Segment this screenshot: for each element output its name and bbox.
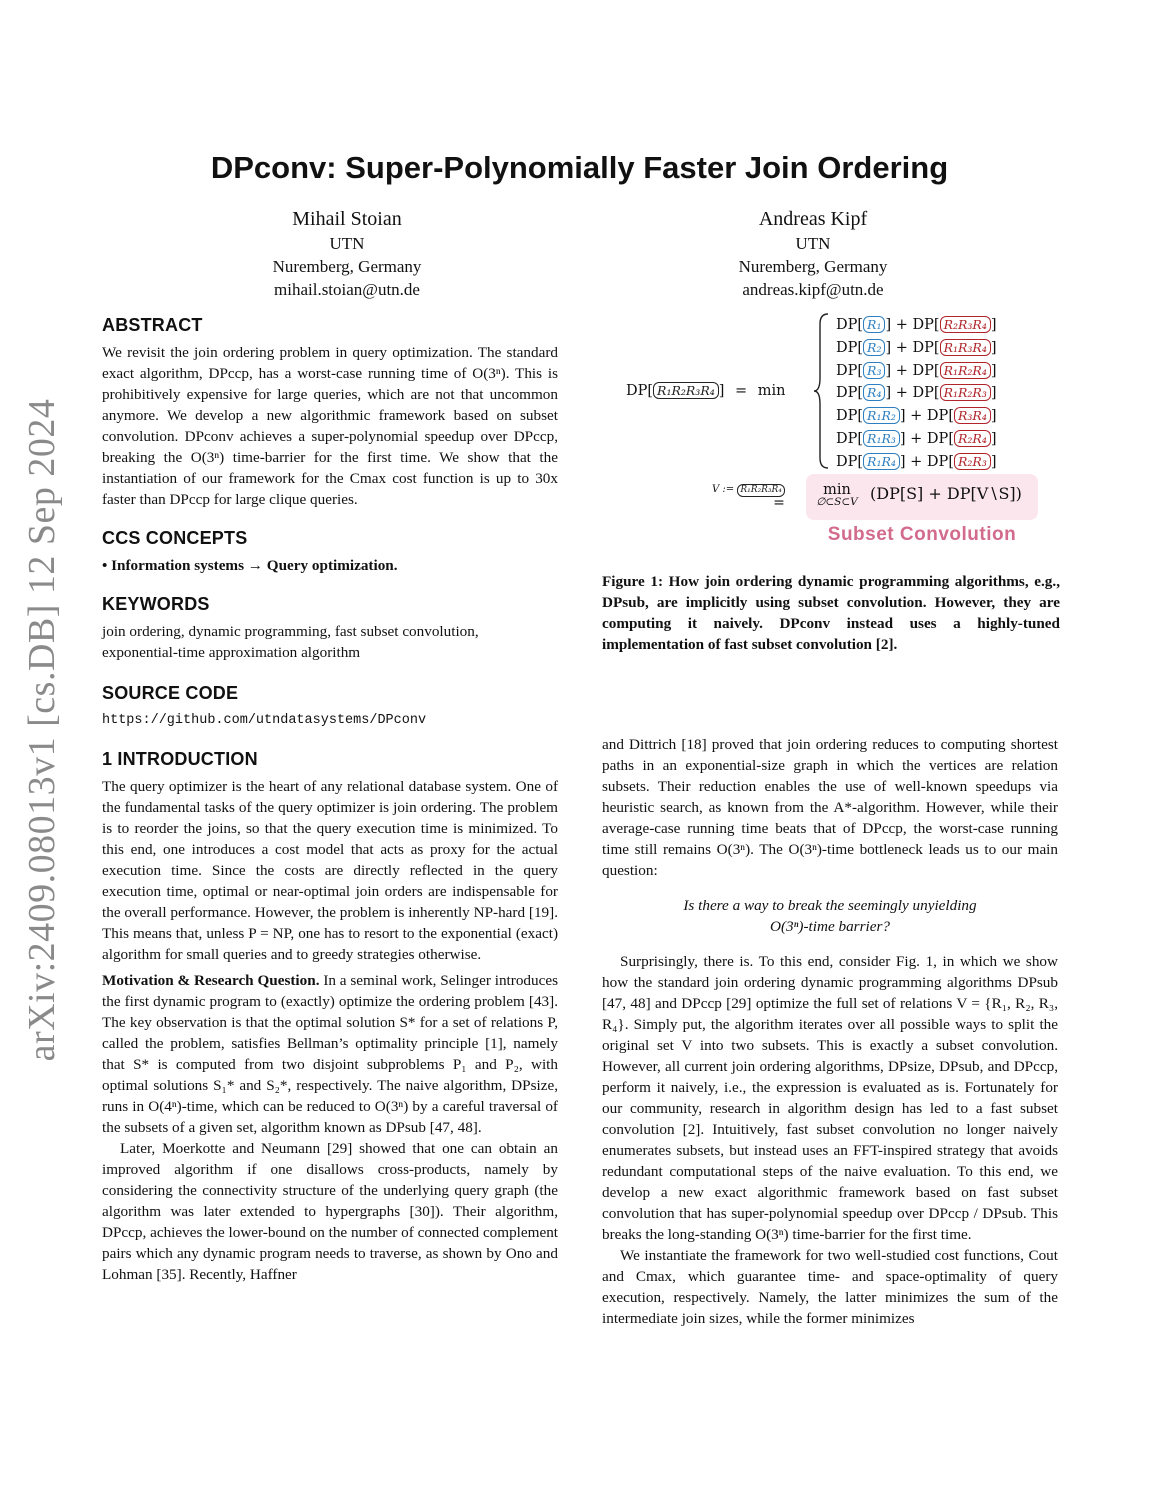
right-subset-box: R₁R₂R₄ [940, 362, 991, 379]
conv-min-subscript: ∅⊂S⊂V [816, 496, 858, 508]
author-name: Mihail Stoian [292, 208, 402, 230]
v-equals: = [773, 495, 785, 511]
author-affiliation: UTN [795, 234, 831, 253]
left-subset-box: R₁R₃ [863, 430, 900, 447]
left-subset-box: R₃ [863, 362, 885, 379]
author-location: Nuremberg, Germany [272, 257, 422, 276]
motivation-runin: Motivation & Research Question. [102, 972, 320, 989]
author-block-2 [663, 206, 963, 301]
research-question [602, 895, 1058, 937]
figure-lhs: DP[ R₁R₂R₃R₄ ] = min [626, 383, 786, 399]
arxiv-sidebar [12, 395, 72, 1065]
intro-paragraph-framework: We instantiate the framework for two well-studied cost functions, Cout and Cmax, which guarantee time- and space-optimality of query execution, respectively. Namely, the latter minimizes the sum of the intermediate join sizes, while the former minimizes [602, 1247, 1058, 1327]
paper-title: DPconv: Super-Polynomially Faster Join Ordering [210, 150, 949, 185]
ccs-heading: CCS CONCEPTS [102, 528, 248, 548]
right-subset-box: R₁R₂R₃ [940, 384, 991, 401]
ccs-text: • Information systems → Query optimization. [102, 557, 398, 574]
right-column [602, 734, 1058, 881]
intro-paragraph-continued: and Dittrich [18] proved that join ordering reduces to computing shortest paths in an exponential-size graph in which the vertices are relation subsets. Their reduction enables the use of well-known speedups via heuristic search, as known from the A*-algorithm. However, while their average-case running time beats that of DPccp, the worst-case running time still remains O(3ⁿ). The O(3ⁿ)-time bottleneck leads us to our main question: [602, 736, 1058, 879]
split-row: DP[ R₃ ] + DP[ R₁R₂R₄ ] [836, 362, 997, 379]
left-subset-box: R₂ [863, 339, 885, 356]
question-line-1: Is there a way to break the seemingly unyielding [683, 897, 977, 914]
left-column [102, 315, 558, 1285]
author-block-1 [197, 206, 497, 301]
intro-paragraph-answer: Surprisingly, there is. To this end, consider Fig. 1, in which we show how the standard join ordering dynamic programming algorithms DPsub [47, 48] and DPccp [29] optimize the full set of relations V = {R₁, R₂, R₃, R₄}. Simply put, the algorithm iterates over all possible ways to split the original set V into two subsets. This is exactly a subset convolution. However, all current join ordering algorithms, DPsize, DPsub, and DPccp, perform it naively, i.e., the expression is evaluated as is. Fortunately for our community, research in algorithm design has led to a fast subset convolution [2]. Intuitively, fast subset convolution no longer naively enumerates subsets, but instead uses an FFT-inspired strategy that avoids redundant computational steps of the naive evaluation. To this end, we develop a new exact algorithmic framework based on fast subset convolution that has super-polynomial speedup over DPccp / DPsub. This breaks the long-standing O(3ⁿ) time-barrier for the first time. [602, 953, 1058, 1243]
conv-min [812, 482, 862, 508]
question-line-2: O(3ⁿ)-time barrier? [770, 918, 890, 935]
left-subset-box: R₄ [863, 384, 885, 401]
left-subset-box: R₁R₂ [863, 407, 900, 424]
keywords-heading: KEYWORDS [102, 594, 210, 614]
conv-min-operator: min [823, 482, 851, 498]
figure-caption: Figure 1: How join ordering dynamic programming algorithms, e.g., DPsub, are implicitly using subset convolution. However, they are computing it naively. DPconv instead uses a highly-tuned implementation of fast subset convolution [2]. [602, 573, 1060, 653]
right-subset-box: R₂R₃R₄ [940, 316, 991, 333]
full-set-box: R₁R₂R₃R₄ [653, 382, 719, 399]
split-row: DP[ R₁R₂ ] + DP[ R₃R₄ ] [836, 408, 997, 425]
author-email: andreas.kipf@utn.de [742, 280, 884, 299]
intro-paragraph-2 [102, 970, 558, 1138]
intro-paragraph-3: Later, Moerkotte and Neumann [29] showed that one can obtain an improved algorithm if one disallows cross-products, namely by considering the connectivity structure of the underlying query graph (the algorithm was later extended to hypergraphs [30]). Their algorithm, DPccp, achieves the lower-bound on the number of connected complement pairs which any dynamic program needs to traverse, as shown by Ono and Lohman [35]. Recently, Haffner [102, 1140, 559, 1283]
source-url[interactable]: https://github.com/utndatasystems/DPconv [102, 713, 427, 728]
split-rows [836, 314, 997, 474]
right-subset-box: R₂R₃ [954, 453, 991, 470]
v-define-label: V := [712, 484, 735, 495]
abstract-text: We revisit the join ordering problem in query optimization. The standard exact algorithm, DPccp, has a worst-case running time of O(3ⁿ). This is prohibitively expensive for large queries, which are not that uncommon anymore. We develop a new algorithmic framework based on subset convolution. DPconv achieves a super-polynomial speedup over DPccp, breaking the O(3ⁿ) time-barrier for the first time. We show that the instantiation of our framework for the Cmax cost function is up to 30x faster than DPccp for large clique queries. [102, 344, 558, 508]
source-heading: SOURCE CODE [102, 683, 239, 703]
v-set-box: R₁R₂R₃R₄ [737, 484, 785, 497]
equals-sign: = [735, 383, 748, 399]
author-email: mihail.stoian@utn.de [274, 280, 420, 299]
intro-paragraph-1: The query optimizer is the heart of any relational database system. One of the fundamental tasks of the query optimizer is join ordering. The problem is to reorder the joins, so that the query execution time is minimized. To this end, one introduces a cost model that acts as proxy for the actual execution time. Since the costs are directly reflected in the query execution time, optimal or near-optimal join orders are indispensable for the overall performance. However, the problem is inherently NP-hard [19]. This means that, unless P = NP, one has to resort to the exponential (exact) algorithm for small queries and to greedy strategies otherwise. [102, 778, 558, 963]
split-row: DP[ R₁R₄ ] + DP[ R₂R₃ ] [836, 453, 997, 470]
author-location: Nuremberg, Germany [738, 257, 888, 276]
left-subset-box: R₁ [863, 316, 885, 333]
author-affiliation: UTN [329, 234, 365, 253]
arxiv-identifier: arXiv:2409.08013v1 [cs.DB] 12 Sep 2024 [21, 398, 63, 1062]
split-row: DP[ R₄ ] + DP[ R₁R₂R₃ ] [836, 385, 997, 402]
author-name: Andreas Kipf [758, 208, 868, 230]
left-subset-box: R₁R₄ [863, 453, 900, 470]
split-row: DP[ R₁R₃ ] + DP[ R₂R₄ ] [836, 430, 997, 447]
intro-heading: 1 INTRODUCTION [102, 749, 258, 769]
motivation-text: In a seminal work, Selinger introduces the first dynamic program to (exactly) optimize the ordering problem [43]. The key observation is that the optimal solution S* for a set of relations P, called the problem, satisfies Bellman’s optimality principle [1], namely that S* is computed from two disjoint subproblems P₁ and P₂, with optimal solutions S₁* and S₂*, respectively. The naive algorithm, DPsize, runs in O(4ⁿ)-time, which can be reduced to O(3ⁿ) by a careful traversal of the subsets of a given set, algorithm known as DPsub [47, 48]. [102, 972, 558, 1136]
v-definition [712, 484, 785, 511]
right-subset-box: R₃R₄ [954, 407, 991, 424]
right-subset-box: R₂R₄ [954, 430, 991, 447]
split-row: DP[ R₂ ] + DP[ R₁R₃R₄ ] [836, 339, 997, 356]
keywords-text: join ordering, dynamic programming, fast subset convolution, exponential-time approximation algorithm [102, 623, 479, 661]
conv-expression: (DP[S] + DP[V∖S]) [870, 484, 1022, 503]
min-operator: min [757, 383, 786, 399]
left-brace [812, 312, 830, 470]
right-subset-box: R₁R₃R₄ [940, 339, 991, 356]
right-column-lower [602, 951, 1058, 1329]
subset-convolution-label: Subset Convolution [827, 524, 1017, 545]
split-row: DP[ R₁ ] + DP[ R₂R₃R₄ ] [836, 317, 997, 333]
abstract-heading: ABSTRACT [102, 315, 203, 335]
